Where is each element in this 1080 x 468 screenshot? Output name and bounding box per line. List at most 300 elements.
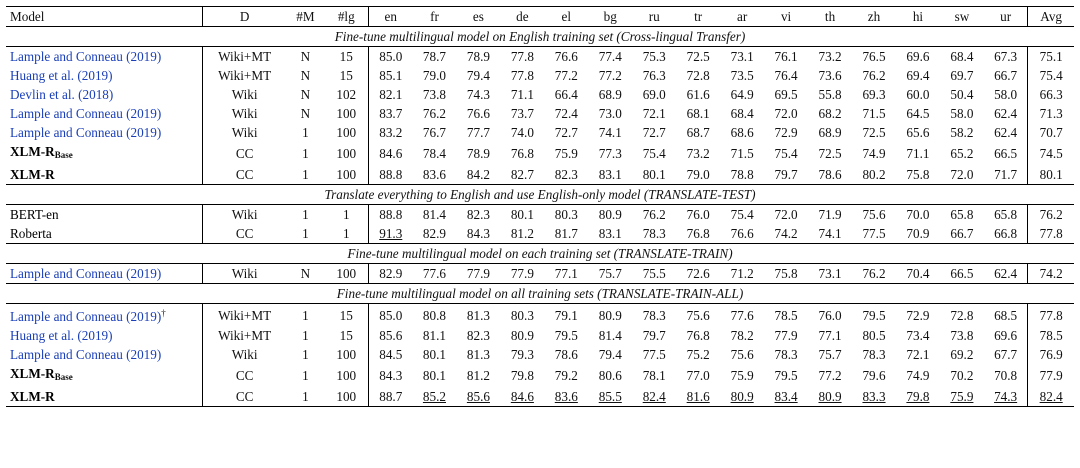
score-cell-th: 77.2	[818, 368, 842, 383]
data-cell: Wiki	[231, 347, 258, 362]
score-cell-tr: 76.8	[686, 328, 710, 343]
table-row	[6, 85, 1074, 104]
score-cell-hi: 72.1	[906, 347, 930, 362]
score-cell-el: 79.5	[554, 328, 578, 343]
model-cell	[6, 224, 202, 244]
score-cell-ar: 68.4	[730, 106, 754, 121]
score-cell-sw: 65.2	[950, 146, 974, 161]
models-cell: 1	[302, 125, 309, 140]
citation-link[interactable]: Lample and Conneau (2019)	[10, 49, 162, 64]
score-cell-ar: 80.9	[720, 387, 764, 407]
languages-cell: 15	[324, 47, 368, 67]
score-cell-bg: 83.1	[598, 167, 622, 182]
score-cell-el: 78.6	[554, 347, 578, 362]
score-cell-es: 78.9	[466, 146, 490, 161]
citation-link[interactable]: Lample and Conneau (2019)	[10, 106, 162, 121]
languages-cell: 15	[324, 304, 368, 327]
models-cell: 1	[302, 167, 309, 182]
score-cell-tr: 81.6	[676, 387, 720, 407]
avg-cell: 74.5	[1028, 142, 1074, 165]
column-header: ar	[720, 7, 764, 27]
score-cell-hi: 64.5	[906, 106, 930, 121]
score-cell-vi: 78.5	[774, 307, 798, 323]
score-cell-bg: 81.4	[598, 328, 622, 343]
header-row	[6, 7, 1074, 27]
model-cell	[6, 345, 202, 364]
score-cell-hi: 69.6	[906, 49, 930, 64]
data-cell: CC	[235, 368, 254, 383]
score-cell-ru: 69.0	[642, 87, 666, 102]
score-cell-es: 85.6	[456, 387, 500, 407]
score-cell-ur: 66.5	[994, 146, 1018, 161]
score-cell-ar: 75.6	[730, 347, 754, 362]
table-row	[6, 224, 1074, 244]
citation-link[interactable]: Lample and Conneau (2019)	[10, 347, 162, 362]
score-cell-de: 71.1	[510, 87, 534, 102]
score-cell-de: 76.8	[510, 146, 534, 161]
score-cell-zh: 80.5	[862, 328, 886, 343]
models-cell: 1	[302, 146, 309, 161]
languages-cell: 15	[324, 66, 368, 85]
models-cell: N	[300, 49, 311, 64]
score-cell-sw: 73.8	[950, 328, 974, 343]
score-cell-th: 68.9	[818, 125, 842, 140]
languages-cell: 1	[324, 224, 368, 244]
table-row	[6, 364, 1074, 387]
models-cell: 1	[302, 307, 309, 323]
avg-cell: 74.2	[1028, 264, 1074, 284]
score-cell-ru: 78.3	[642, 307, 666, 323]
score-cell-ur: 68.5	[994, 307, 1018, 323]
languages-cell: 100	[324, 387, 368, 407]
avg-cell: 75.1	[1028, 47, 1074, 67]
dagger-superscript: †	[161, 308, 166, 318]
score-cell-fr: 77.6	[422, 266, 446, 281]
models-cell: 1	[302, 207, 309, 222]
score-cell-de: 80.3	[510, 307, 534, 323]
score-cell-en: 85.6	[379, 328, 403, 343]
score-cell-en: 84.3	[379, 368, 403, 383]
model-cell	[6, 104, 202, 123]
score-cell-zh: 71.5	[862, 106, 886, 121]
models-cell: 1	[302, 226, 309, 241]
column-header: D	[202, 7, 286, 27]
score-cell-es: 81.3	[466, 347, 490, 362]
column-header: bg	[588, 7, 632, 27]
column-header: zh	[852, 7, 896, 27]
model-cell	[6, 264, 202, 284]
score-cell-vi: 69.5	[774, 87, 798, 102]
score-cell-hi: 70.4	[906, 266, 930, 281]
column-header: vi	[764, 7, 808, 27]
score-cell-ar: 75.9	[730, 368, 754, 383]
score-cell-hi: 60.0	[906, 87, 930, 102]
score-cell-en: 85.0	[379, 307, 403, 323]
languages-cell: 100	[324, 104, 368, 123]
languages-cell: 100	[324, 364, 368, 387]
score-cell-el: 75.9	[554, 146, 578, 161]
score-cell-el: 79.1	[554, 307, 578, 323]
citation-link[interactable]: Lample and Conneau (2019)	[10, 309, 162, 324]
score-cell-en: 85.1	[379, 68, 403, 83]
score-cell-fr: 83.6	[422, 167, 446, 182]
column-header: sw	[940, 7, 984, 27]
score-cell-zh: 79.5	[862, 307, 886, 323]
score-cell-es: 82.3	[466, 328, 490, 343]
score-cell-sw: 69.2	[950, 347, 974, 362]
score-cell-ru: 76.3	[642, 68, 666, 83]
table-body	[6, 27, 1074, 407]
model-name: XLM-R	[10, 389, 55, 404]
score-cell-de: 79.8	[510, 368, 534, 383]
column-header: fr	[412, 7, 456, 27]
score-cell-hi: 70.9	[906, 226, 930, 241]
avg-cell: 75.4	[1028, 66, 1074, 85]
models-cell: N	[300, 106, 311, 121]
score-cell-hi: 69.4	[906, 68, 930, 83]
score-cell-th: 78.6	[818, 167, 842, 182]
score-cell-ru: 78.3	[642, 226, 666, 241]
score-cell-el: 77.2	[554, 68, 578, 83]
section-title: Fine-tune multilingual model on all training sets (TRANSLATE-TRAIN-ALL)	[6, 284, 1074, 304]
model-name: Roberta	[10, 226, 52, 241]
citation-link[interactable]: Huang et al. (2019)	[10, 68, 113, 83]
score-cell-ur: 67.3	[994, 49, 1018, 64]
section-header-row	[6, 244, 1074, 264]
avg-cell: 78.5	[1028, 326, 1074, 345]
score-cell-ar: 76.6	[730, 226, 754, 241]
score-cell-ar: 68.6	[730, 125, 754, 140]
score-cell-zh: 76.2	[862, 68, 886, 83]
score-cell-ru: 77.5	[642, 347, 666, 362]
model-cell	[6, 66, 202, 85]
column-header: Avg	[1028, 7, 1074, 27]
avg-cell: 76.9	[1028, 345, 1074, 364]
score-cell-es: 81.3	[466, 307, 490, 323]
section-title: Fine-tune multilingual model on English training set (Cross-lingual Transfer)	[6, 27, 1074, 47]
score-cell-sw: 70.2	[950, 368, 974, 383]
score-cell-ar: 75.4	[730, 207, 754, 222]
score-cell-hi: 65.6	[906, 125, 930, 140]
score-cell-fr: 80.1	[422, 347, 446, 362]
score-cell-en: 88.8	[379, 207, 403, 222]
score-cell-el: 66.4	[554, 87, 578, 102]
table-row	[6, 142, 1074, 165]
score-cell-ar: 71.2	[730, 266, 754, 281]
score-cell-es: 84.3	[466, 226, 490, 241]
score-cell-el: 83.6	[544, 387, 588, 407]
languages-cell: 100	[324, 142, 368, 165]
languages-cell: 100	[324, 264, 368, 284]
score-cell-el: 82.3	[554, 167, 578, 182]
score-cell-tr: 73.2	[686, 146, 710, 161]
score-cell-de: 84.6	[500, 387, 544, 407]
score-cell-th: 73.6	[818, 68, 842, 83]
score-cell-es: 82.3	[466, 207, 490, 222]
section-header-row	[6, 27, 1074, 47]
score-cell-bg: 83.1	[598, 226, 622, 241]
column-header: hi	[896, 7, 940, 27]
data-cell: CC	[235, 167, 254, 182]
table-row	[6, 165, 1074, 185]
score-cell-ru: 75.4	[642, 146, 666, 161]
score-cell-ur: 74.3	[984, 387, 1028, 407]
score-cell-tr: 72.5	[686, 49, 710, 64]
data-cell: CC	[235, 146, 254, 161]
score-cell-ru: 75.3	[642, 49, 666, 64]
model-cell	[6, 165, 202, 185]
score-cell-en: 88.7	[369, 387, 413, 407]
score-cell-fr: 82.9	[422, 226, 446, 241]
model-name: XLM-R	[10, 366, 55, 381]
data-cell: CC	[235, 226, 254, 241]
score-cell-zh: 79.6	[862, 368, 886, 383]
score-cell-ur: 66.8	[994, 226, 1018, 241]
model-cell	[6, 47, 202, 67]
languages-cell: 1	[324, 205, 368, 225]
score-cell-fr: 78.7	[422, 49, 446, 64]
data-cell: Wiki	[231, 87, 258, 102]
score-cell-hi: 70.0	[906, 207, 930, 222]
score-cell-hi: 73.4	[906, 328, 930, 343]
score-cell-de: 74.0	[510, 125, 534, 140]
score-cell-en: 82.1	[379, 87, 403, 102]
score-cell-ru: 76.2	[642, 207, 666, 222]
score-cell-fr: 73.8	[422, 87, 446, 102]
score-cell-zh: 76.2	[862, 266, 886, 281]
citation-link[interactable]: Lample and Conneau (2019)	[10, 266, 162, 281]
data-cell: Wiki+MT	[218, 307, 272, 323]
score-cell-vi: 76.1	[774, 49, 798, 64]
model-cell	[6, 387, 202, 407]
score-cell-zh: 78.3	[862, 347, 886, 362]
score-cell-sw: 66.5	[950, 266, 974, 281]
score-cell-vi: 75.8	[774, 266, 798, 281]
avg-cell: 77.8	[1028, 224, 1074, 244]
score-cell-bg: 77.4	[598, 49, 622, 64]
data-cell: Wiki+MT	[218, 68, 272, 83]
score-cell-en: 88.8	[379, 167, 403, 182]
model-name: XLM-R	[10, 144, 55, 159]
citation-link[interactable]: Lample and Conneau (2019)	[10, 125, 162, 140]
score-cell-de: 80.1	[510, 207, 534, 222]
score-cell-es: 77.7	[466, 125, 490, 140]
column-header: es	[456, 7, 500, 27]
table-row	[6, 304, 1074, 327]
score-cell-ur: 62.4	[994, 266, 1018, 281]
languages-cell: 100	[324, 123, 368, 142]
model-cell	[6, 364, 202, 387]
score-cell-tr: 72.6	[686, 266, 710, 281]
model-subscript: Base	[54, 150, 73, 160]
score-cell-ru: 82.4	[632, 387, 676, 407]
section-title: Translate everything to English and use English-only model (TRANSLATE-TEST)	[6, 185, 1074, 205]
score-cell-ur: 62.4	[994, 106, 1018, 121]
score-cell-fr: 81.1	[422, 328, 446, 343]
score-cell-de: 73.7	[510, 106, 534, 121]
column-header: th	[808, 7, 852, 27]
score-cell-ru: 75.5	[642, 266, 666, 281]
score-cell-bg: 85.5	[588, 387, 632, 407]
score-cell-tr: 79.0	[686, 167, 710, 182]
section-header-row	[6, 185, 1074, 205]
score-cell-bg: 77.2	[598, 68, 622, 83]
model-cell	[6, 304, 202, 327]
score-cell-de: 79.3	[510, 347, 534, 362]
score-cell-bg: 68.9	[598, 87, 622, 102]
score-cell-hi: 72.9	[906, 307, 930, 323]
score-cell-ar: 78.2	[730, 328, 754, 343]
column-header: Model	[6, 7, 202, 27]
data-cell: Wiki	[231, 125, 258, 140]
score-cell-bg: 75.7	[598, 266, 622, 281]
score-cell-en: 91.3	[379, 226, 403, 241]
score-cell-vi: 74.2	[774, 226, 798, 241]
models-cell: N	[300, 266, 311, 281]
data-cell: Wiki+MT	[218, 49, 272, 64]
score-cell-fr: 76.7	[422, 125, 446, 140]
table-row	[6, 104, 1074, 123]
score-cell-el: 77.1	[554, 266, 578, 281]
model-cell	[6, 123, 202, 142]
column-header: #lg	[324, 7, 368, 27]
score-cell-fr: 81.4	[422, 207, 446, 222]
score-cell-es: 84.2	[466, 167, 490, 182]
score-cell-sw: 72.8	[950, 307, 974, 323]
score-cell-th: 71.9	[818, 207, 842, 222]
models-cell: 1	[302, 328, 309, 343]
score-cell-sw: 75.9	[940, 387, 984, 407]
languages-cell: 100	[324, 345, 368, 364]
score-cell-es: 81.2	[466, 368, 490, 383]
score-cell-th: 76.0	[818, 307, 842, 323]
score-cell-en: 83.2	[379, 125, 403, 140]
score-cell-el: 72.4	[554, 106, 578, 121]
avg-cell: 76.2	[1028, 205, 1074, 225]
avg-cell: 71.3	[1028, 104, 1074, 123]
score-cell-hi: 75.8	[906, 167, 930, 182]
score-cell-fr: 85.2	[412, 387, 456, 407]
score-cell-bg: 80.9	[598, 207, 622, 222]
score-cell-ur: 65.8	[994, 207, 1018, 222]
score-cell-sw: 58.2	[950, 125, 974, 140]
model-cell	[6, 326, 202, 345]
score-cell-th: 72.5	[818, 146, 842, 161]
score-cell-vi: 75.4	[774, 146, 798, 161]
score-cell-vi: 78.3	[774, 347, 798, 362]
model-cell	[6, 142, 202, 165]
score-cell-en: 82.9	[379, 266, 403, 281]
column-header: de	[500, 7, 544, 27]
score-cell-bg: 77.3	[598, 146, 622, 161]
citation-link[interactable]: Huang et al. (2019)	[10, 328, 113, 343]
score-cell-ur: 70.8	[994, 368, 1018, 383]
avg-cell: 77.9	[1028, 364, 1074, 387]
score-cell-tr: 68.7	[686, 125, 710, 140]
score-cell-el: 80.3	[554, 207, 578, 222]
score-cell-vi: 72.9	[774, 125, 798, 140]
languages-cell: 102	[324, 85, 368, 104]
languages-cell: 100	[324, 165, 368, 185]
model-name: BERT-en	[10, 207, 59, 222]
score-cell-ar: 71.5	[730, 146, 754, 161]
score-cell-ru: 78.1	[642, 368, 666, 383]
score-cell-th: 55.8	[818, 87, 842, 102]
score-cell-ur: 58.0	[994, 87, 1018, 102]
model-cell	[6, 85, 202, 104]
score-cell-th: 74.1	[818, 226, 842, 241]
score-cell-tr: 75.2	[686, 347, 710, 362]
score-cell-ar: 73.1	[730, 49, 754, 64]
score-cell-en: 84.5	[379, 347, 403, 362]
models-cell: N	[300, 87, 311, 102]
table-row	[6, 387, 1074, 407]
avg-cell: 66.3	[1028, 85, 1074, 104]
section-title: Fine-tune multilingual model on each training set (TRANSLATE-TRAIN)	[6, 244, 1074, 264]
score-cell-vi: 83.4	[764, 387, 808, 407]
score-cell-ur: 67.7	[994, 347, 1018, 362]
score-cell-tr: 75.6	[686, 307, 710, 323]
table-row	[6, 47, 1074, 67]
score-cell-tr: 72.8	[686, 68, 710, 83]
score-cell-zh: 76.5	[862, 49, 886, 64]
score-cell-sw: 69.7	[950, 68, 974, 83]
score-cell-ru: 72.1	[642, 106, 666, 121]
score-cell-es: 74.3	[466, 87, 490, 102]
score-cell-es: 79.4	[466, 68, 490, 83]
score-cell-vi: 79.7	[774, 167, 798, 182]
score-cell-fr: 76.2	[422, 106, 446, 121]
score-cell-ur: 62.4	[994, 125, 1018, 140]
score-cell-ur: 66.7	[994, 68, 1018, 83]
section-header-row	[6, 284, 1074, 304]
score-cell-ru: 79.7	[642, 328, 666, 343]
score-cell-de: 81.2	[510, 226, 534, 241]
score-cell-sw: 58.0	[950, 106, 974, 121]
models-cell: N	[300, 68, 311, 83]
score-cell-th: 75.7	[818, 347, 842, 362]
score-cell-bg: 80.6	[598, 368, 622, 383]
score-cell-de: 77.8	[510, 68, 534, 83]
score-cell-tr: 77.0	[686, 368, 710, 383]
model-subscript: Base	[54, 372, 73, 382]
citation-link[interactable]: Devlin et al. (2018)	[10, 87, 114, 102]
score-cell-hi: 74.9	[906, 368, 930, 383]
avg-cell: 77.8	[1028, 304, 1074, 327]
score-cell-de: 80.9	[510, 328, 534, 343]
score-cell-ur: 69.6	[994, 328, 1018, 343]
models-cell: 1	[302, 347, 309, 362]
score-cell-th: 80.9	[808, 387, 852, 407]
score-cell-th: 73.2	[818, 49, 842, 64]
score-cell-de: 77.9	[510, 266, 534, 281]
data-cell: Wiki+MT	[218, 328, 272, 343]
column-header: #M	[286, 7, 324, 27]
avg-cell: 70.7	[1028, 123, 1074, 142]
column-header: ru	[632, 7, 676, 27]
results-table	[6, 6, 1074, 407]
score-cell-th: 68.2	[818, 106, 842, 121]
column-header: tr	[676, 7, 720, 27]
score-cell-ru: 80.1	[642, 167, 666, 182]
score-cell-sw: 50.4	[950, 87, 974, 102]
score-cell-ur: 71.7	[994, 167, 1018, 182]
score-cell-fr: 79.0	[422, 68, 446, 83]
score-cell-es: 78.9	[466, 49, 490, 64]
score-cell-el: 81.7	[554, 226, 578, 241]
score-cell-sw: 72.0	[950, 167, 974, 182]
score-cell-bg: 79.4	[598, 347, 622, 362]
